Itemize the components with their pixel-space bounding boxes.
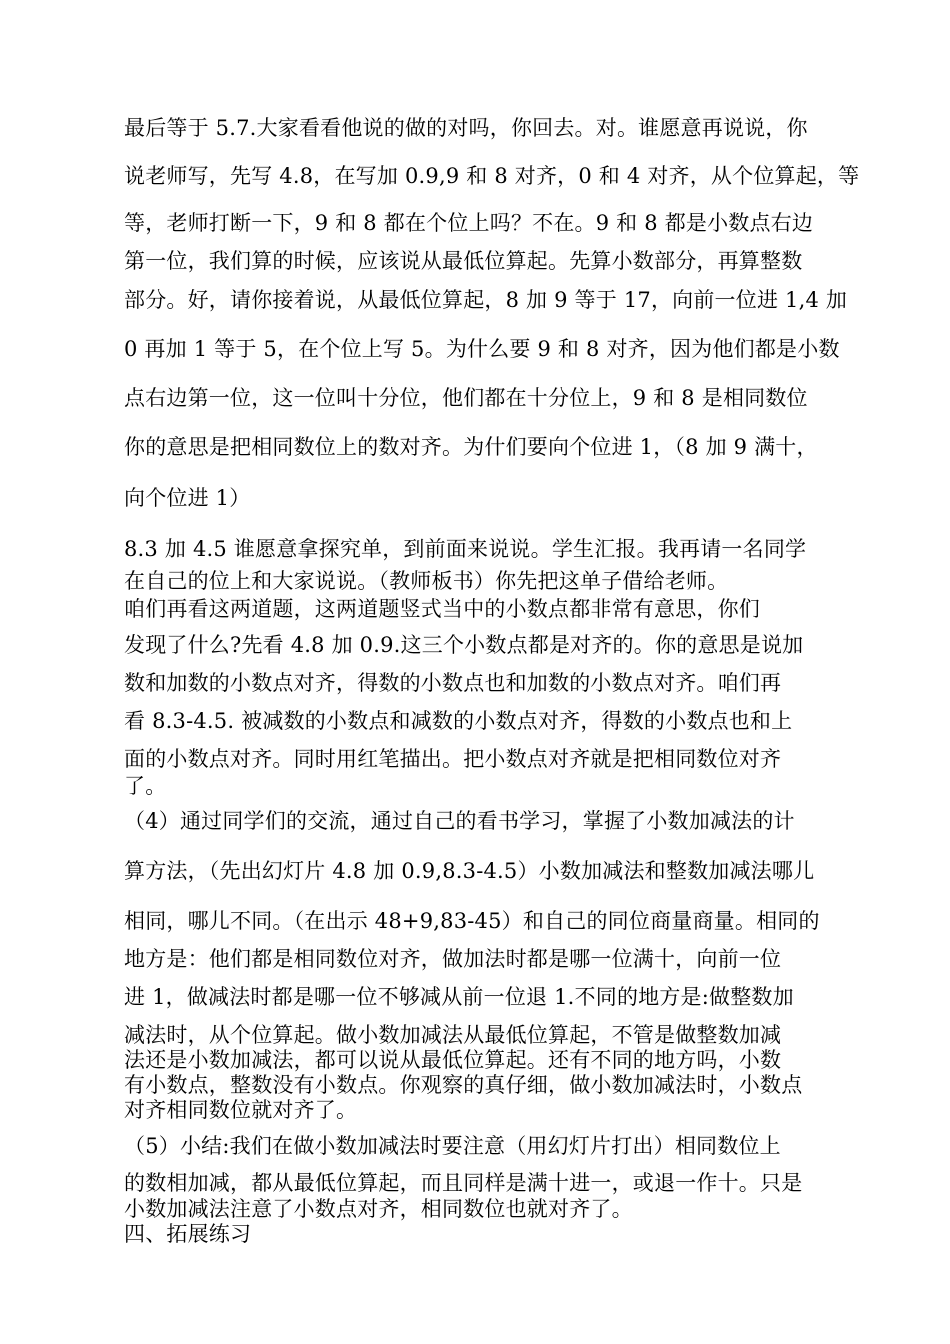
text-line: 点右边第一位，这一位叫十分位，他们都在十分位上，9 和 8 是相同数位	[124, 386, 808, 410]
text-line: 了。	[124, 774, 167, 798]
text-line: 看 8.3-4.5. 被减数的小数点和减数的小数点对齐，得数的小数点也和上	[124, 709, 793, 733]
text-line: 发现了什么?先看 4.8 加 0.9.这三个小数点都是对齐的。你的意思是说加	[124, 633, 804, 657]
text-line: 你的意思是把相同数位上的数对齐。为什们要向个位进 1，（8 加 9 满十，	[124, 435, 818, 459]
text-line: 数和加数的小数点对齐，得数的小数点也和加数的小数点对齐。咱们再	[124, 671, 782, 695]
text-line: 进 1，做减法时都是哪一位不够减从前一位退 1.不同的地方是:做整数加	[124, 985, 794, 1009]
text-line: 相同，哪儿不同。（在出示 48+9,83-45）和自己的同位商量商量。相同的	[124, 909, 820, 933]
text-line: 8.3 加 4.5 谁愿意拿探究单，到前面来说说。学生汇报。我再请一名同学	[124, 537, 807, 561]
text-line: 的数相加减，都从最低位算起，而且同样是满十进一，或退一作十。只是	[124, 1171, 803, 1195]
text-line: 对齐相同数位就对齐了。	[124, 1098, 358, 1122]
text-line: 咱们再看这两道题，这两道题竖式当中的小数点都非常有意思，你们	[124, 597, 760, 621]
text-line: 四、拓展练习	[124, 1222, 252, 1246]
text-line: 地方是：他们都是相同数位对齐，做加法时都是哪一位满十，向前一位	[124, 947, 782, 971]
text-line: 小数加减法注意了小数点对齐，相同数位也就对齐了。	[124, 1197, 633, 1221]
text-line: 法还是小数加减法，都可以说从最低位算起。还有不同的地方吗，小数	[124, 1048, 782, 1072]
text-line: 算方法，（先出幻灯片 4.8 加 0.9,8.3-4.5）小数加减法和整数加减法哪儿	[124, 859, 815, 883]
text-line: 第一位，我们算的时候，应该说从最低位算起。先算小数部分，再算整数	[124, 249, 803, 273]
text-line: 在自己的位上和大家说说。（教师板书）你先把这单子借给老师。	[124, 569, 729, 593]
text-line: 减法时，从个位算起。做小数加减法从最低位算起，不管是做整数加减	[124, 1023, 782, 1047]
text-line: 有小数点，整数没有小数点。你观察的真仔细，做小数加减法时，小数点	[124, 1073, 803, 1097]
text-line: 面的小数点对齐。同时用红笔描出。把小数点对齐就是把相同数位对齐	[124, 747, 782, 771]
text-line: 说老师写，先写 4.8，在写加 0.9,9 和 8 对齐，0 和 4 对齐，从个位算起，等	[124, 164, 860, 188]
text-line: 0 再加 1 等于 5，在个位上写 5。为什么要 9 和 8 对齐，因为他们都是小数	[124, 337, 840, 361]
text-line: 等，老师打断一下，9 和 8 都在个位上吗？不在。9 和 8 都是小数点右边	[124, 211, 814, 235]
text-line: 部分。好，请你接着说，从最低位算起，8 加 9 等于 17，向前一位进 1,4 加	[124, 288, 848, 312]
text-line: 向个位进 1）	[124, 486, 251, 510]
text-line: 最后等于 5.7.大家看看他说的做的对吗，你回去。对。谁愿意再说说，你	[124, 116, 808, 140]
text-line: （5）小结:我们在做小数加减法时要注意（用幻灯片打出）相同数位上	[124, 1134, 781, 1158]
text-line: （4）通过同学们的交流，通过自己的看书学习，掌握了小数加减法的计	[124, 809, 795, 833]
